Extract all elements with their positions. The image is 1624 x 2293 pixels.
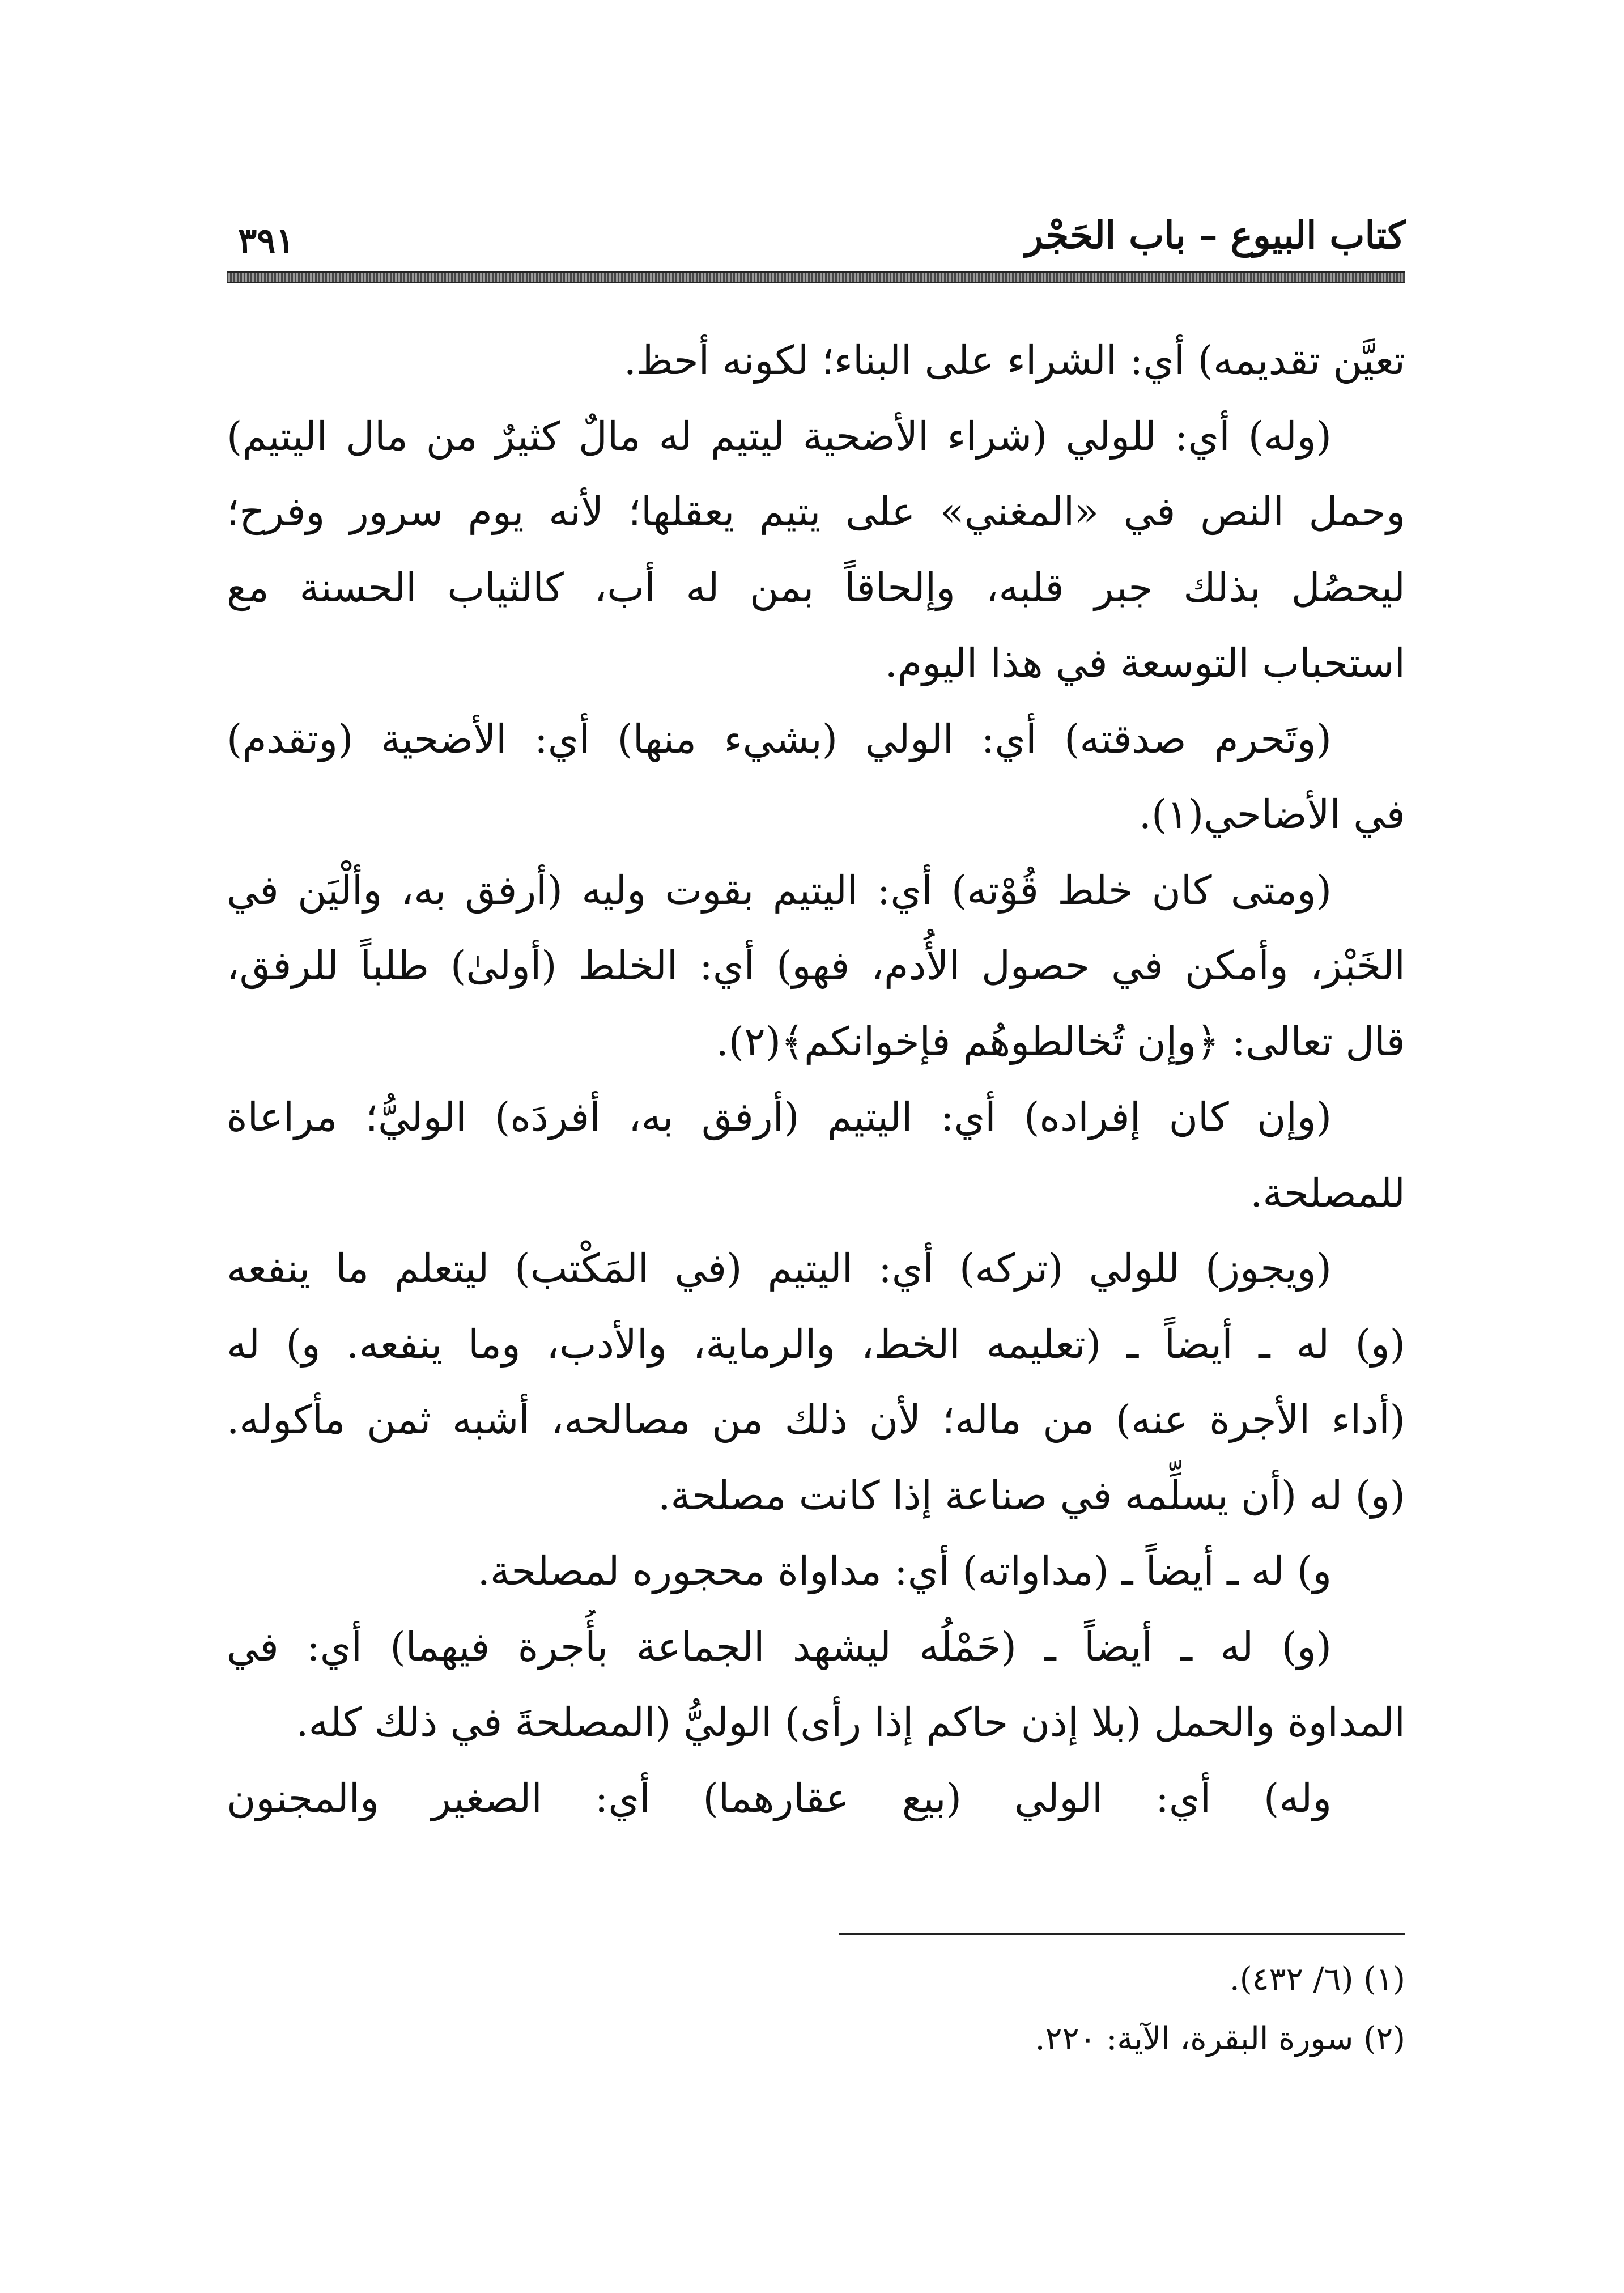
- text-line: (ويجوز) للولي (تركه) أي: اليتيم (في المَكْتب) ليتعلم ما ينفعه: [227, 1245, 1332, 1292]
- text-line: قال تعالى: ﴿وإن تُخالطوهُم فإخوانكم﴾(٢).: [716, 1018, 1405, 1065]
- text-line: (وتَحرم صدقته) أي: الولي (بشيء منها) أي: الأضحية (وتقدم): [227, 715, 1332, 762]
- text-line: (و) له (أن يسلِّمه في صناعة إذا كانت مصلحة.: [658, 1472, 1405, 1519]
- text-line: (أداء الأجرة عنه) من ماله؛ لأن ذلك من مصالحه، أشبه ثمن مأكوله.: [227, 1396, 1405, 1443]
- page-number: ٣٩١: [238, 220, 295, 261]
- text-line: المداوة والحمل (بلا إذن حاكم إذا رأى) الوليُّ (المصلحةَ في ذلك كله.: [296, 1699, 1405, 1746]
- text-line: في الأضاحي(١).: [1138, 791, 1405, 838]
- footnote: (١) (٦/ ٤٣٢).: [1229, 1961, 1405, 1998]
- text-line: (و) له ـ أيضاً ـ (حَمْلُه ليشهد الجماعة بأُجرة فيهما) أي: في: [227, 1623, 1332, 1670]
- page-header: [227, 210, 1405, 272]
- footnotes: [227, 1950, 1405, 2069]
- text-line: استحباب التوسعة في هذا اليوم.: [885, 640, 1405, 686]
- header-rule: [227, 271, 1405, 283]
- footnote: (٢) سورة البقرة، الآية: ٢٢٠.: [1035, 2020, 1405, 2057]
- text-line: (و) له ـ أيضاً ـ (تعليمه الخط، والرماية، والأدب، وما ينفعه. و) له: [227, 1320, 1405, 1368]
- text-line: و) له ـ أيضاً ـ (مداواته) أي: مداواة محجوره لمصلحة.: [477, 1548, 1332, 1594]
- running-title: كتاب البيوع – باب الحَجْر: [1025, 213, 1405, 257]
- text-line: تعيَّن تقديمه) أي: الشراء على البناء؛ لكونه أحظ.: [623, 337, 1405, 384]
- text-line: وحمل النص في «المغني» على يتيم يعقلها؛ لأنه يوم سرور وفرح؛: [227, 489, 1405, 535]
- text-line: (وإن كان إفراده) أي: اليتيم (أرفق به، أفردَه) الوليُّ؛ مراعاة: [227, 1094, 1332, 1140]
- text-line: وله) أي: الولي (بيع عقارهما) أي: الصغير والمجنون: [227, 1774, 1332, 1821]
- text-line: ليحصُل بذلك جبر قلبه، وإلحاقاً بمن له أب، كالثياب الحسنة مع: [227, 564, 1405, 611]
- text-line: الخَبْز، وأمكن في حصول الأُدم، فهو) أي: الخلط (أولىٰ) طلباً للرفق،: [227, 942, 1405, 989]
- text-line: للمصلحة.: [1250, 1169, 1405, 1216]
- text-line: (ومتى كان خلط قُوْته) أي: اليتيم بقوت وليه (أرفق به، وألْيَن في: [227, 867, 1332, 914]
- body-text: [227, 323, 1405, 1836]
- text-line: (وله) أي: للولي (شراء الأضحية ليتيم له مالٌ كثيرٌ من مال اليتيم): [227, 413, 1332, 460]
- footnote-rule: [839, 1933, 1405, 1935]
